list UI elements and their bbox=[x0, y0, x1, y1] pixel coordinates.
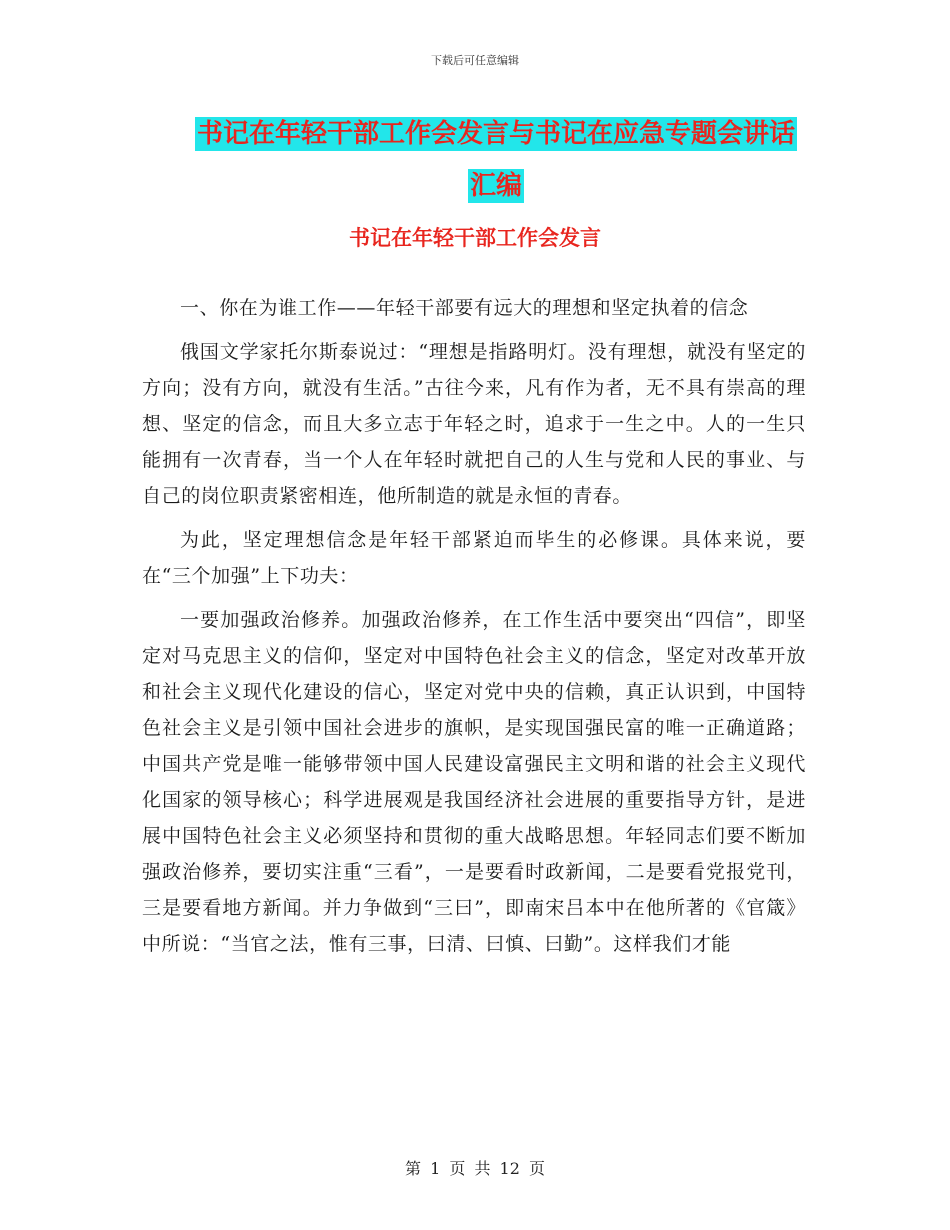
paragraph: 为此，坚定理想信念是年轻干部紧迫而毕生的必修课。具体来说，要在“三个加强”上下功夫： bbox=[142, 529, 806, 587]
paragraph: 一要加强政治修养。加强政治修养，在工作生活中要突出“四信”，即坚定对马克思主义的信仰，坚定对中国特色社会主义的信念，坚定对改革开放和社会主义现代化建设的信心，坚定对党中央的信赖，真正认识到，中国特色社会主义是引领中国社会进步的旗帜，是实现国强民富的唯一正确道路；中国共产党是唯一能够带领中国人民建设富强民主文明和谐的社会主义现代化国家的领导核心；科学进展观是我国经济社会进展的重要指导方针，是进展中国特色社会主义必须坚持和贯彻的重大战略思想。年轻同志们要不断加强政治修养，要切实注重“三看”，一是要看时政新闻，二是要看党报党刊，三是要看地方新闻。并力争做到“三曰”，即南宋吕本中在他所著的《官箴》中所说：“当官之法，惟有三事，曰清、曰慎、曰勤”。这样我们才能 bbox=[142, 609, 806, 955]
paragraph: 一、你在为谁工作——年轻干部要有远大的理想和坚定执着的信念 bbox=[180, 297, 749, 319]
paragraph: 俄国文学家托尔斯泰说过：“理想是指路明灯。没有理想，就没有坚定的方向；没有方向，就没有生活。”古往今来，凡有作为者，无不具有崇高的理想、坚定的信念，而且大多立志于年轻之时，追求于一生之中。人的一生只能拥有一次青春，当一个人在年轻时就把自己的人生与党和人民的事业、与自己的岗位职责紧密相连，他所制造的就是永恒的青春。 bbox=[142, 341, 806, 507]
document-title-line-2: 汇编 bbox=[469, 171, 522, 201]
header-note: 下载后可任意编辑 bbox=[431, 54, 519, 67]
document-title-line-1: 书记在年轻干部工作会发言与书记在应急专题会讲话 bbox=[196, 119, 795, 149]
document-title bbox=[140, 108, 852, 212]
document-body bbox=[142, 290, 806, 970]
page-number: 第 1 页 共 12 页 bbox=[405, 1159, 545, 1178]
section-title: 书记在年轻干部工作会发言 bbox=[349, 226, 601, 250]
